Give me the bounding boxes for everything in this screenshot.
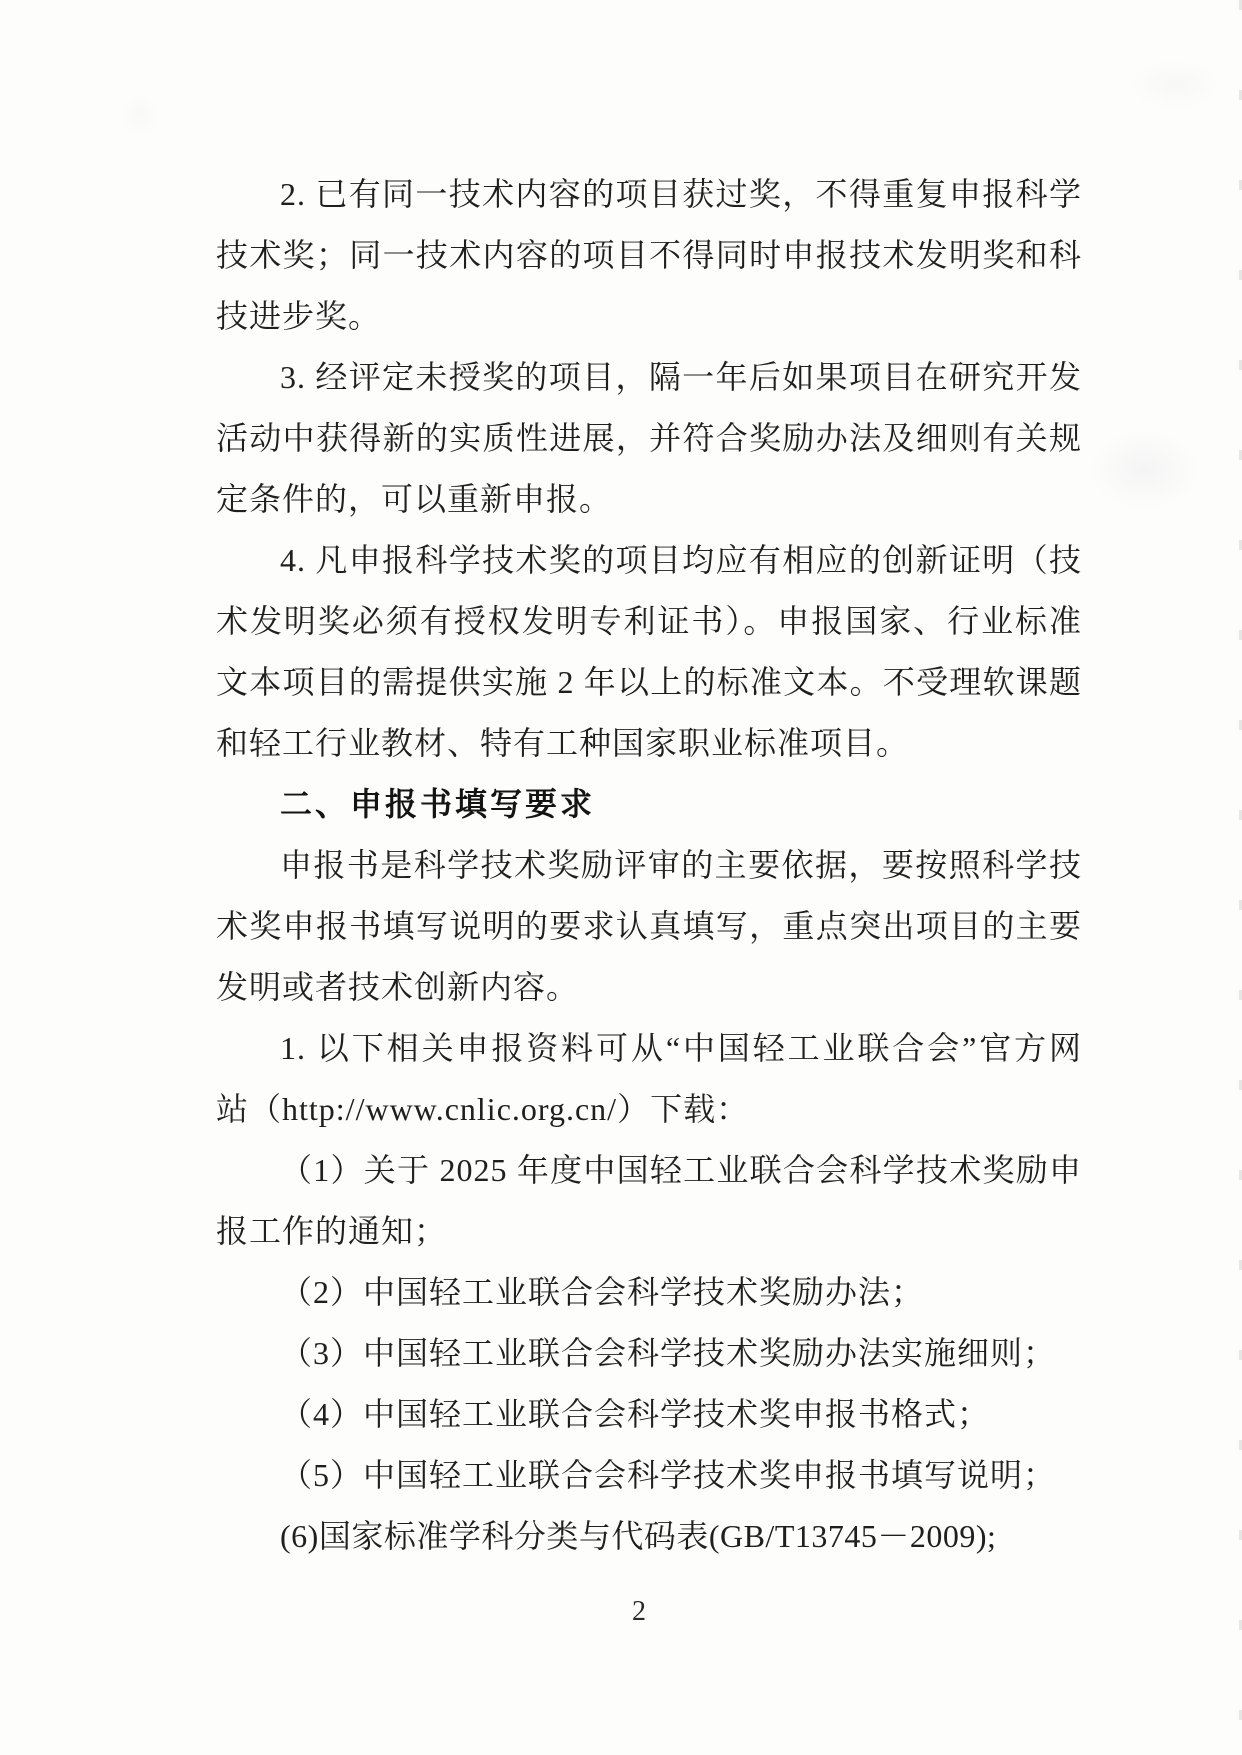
scan-artifact [1090, 430, 1200, 510]
text-line: 1. 以下相关申报资料可从“中国轻工业联合会”官方网 [280, 1030, 1082, 1066]
section-heading: 二、申报书填写要求 [280, 786, 596, 822]
list-item: （2）中国轻工业联合会科学技术奖励办法； [280, 1274, 925, 1310]
text-line: 3. 经评定未授奖的项目，隔一年后如果项目在研究开发 [280, 359, 1082, 395]
text-line: 术发明奖必须有授权发明专利证书）。申报国家、行业标准 [216, 603, 1082, 639]
page-number: 2 [632, 1596, 646, 1627]
text-line: 报工作的通知； [216, 1213, 448, 1249]
list-item: （3）中国轻工业联合会科学技术奖励办法实施细则； [280, 1335, 1057, 1371]
text-line: 和轻工行业教材、特有工种国家职业标准项目。 [216, 725, 910, 761]
text-line: 4. 凡申报科学技术奖的项目均应有相应的创新证明（技 [280, 542, 1082, 578]
text-line: 术奖申报书填写说明的要求认真填写，重点突出项目的主要 [216, 908, 1082, 944]
document-body [216, 164, 1082, 1567]
text-line-url: 站（http://www.cnlic.org.cn/）下载： [216, 1091, 750, 1127]
text-line: 发明或者技术创新内容。 [216, 969, 580, 1005]
text-line: 定条件的，可以重新申报。 [216, 481, 613, 517]
text-line: 技进步奖。 [216, 298, 382, 334]
text-line: 文本项目的需提供实施 2 年以上的标准文本。不受理软课题 [216, 664, 1082, 700]
list-item: (6)国家标准学科分类与代码表(GB/T13745－2009); [280, 1518, 997, 1554]
scan-artifact [120, 95, 160, 135]
text-line: 申报书是科学技术奖励评审的主要依据，要按照科学技 [280, 847, 1082, 883]
text-line: 技术奖；同一技术内容的项目不得同时申报技术发明奖和科 [216, 237, 1082, 273]
text-line: 活动中获得新的实质性进展，并符合奖励办法及细则有关规 [216, 420, 1082, 456]
list-item: （5）中国轻工业联合会科学技术奖申报书填写说明； [280, 1457, 1057, 1493]
list-item: （4）中国轻工业联合会科学技术奖申报书格式； [280, 1396, 991, 1432]
list-item: （1）关于 2025 年度中国轻工业联合会科学技术奖励申 [280, 1152, 1082, 1188]
scan-artifact [1130, 60, 1220, 110]
text-line: 2. 已有同一技术内容的项目获过奖，不得重复申报科学 [280, 176, 1082, 212]
